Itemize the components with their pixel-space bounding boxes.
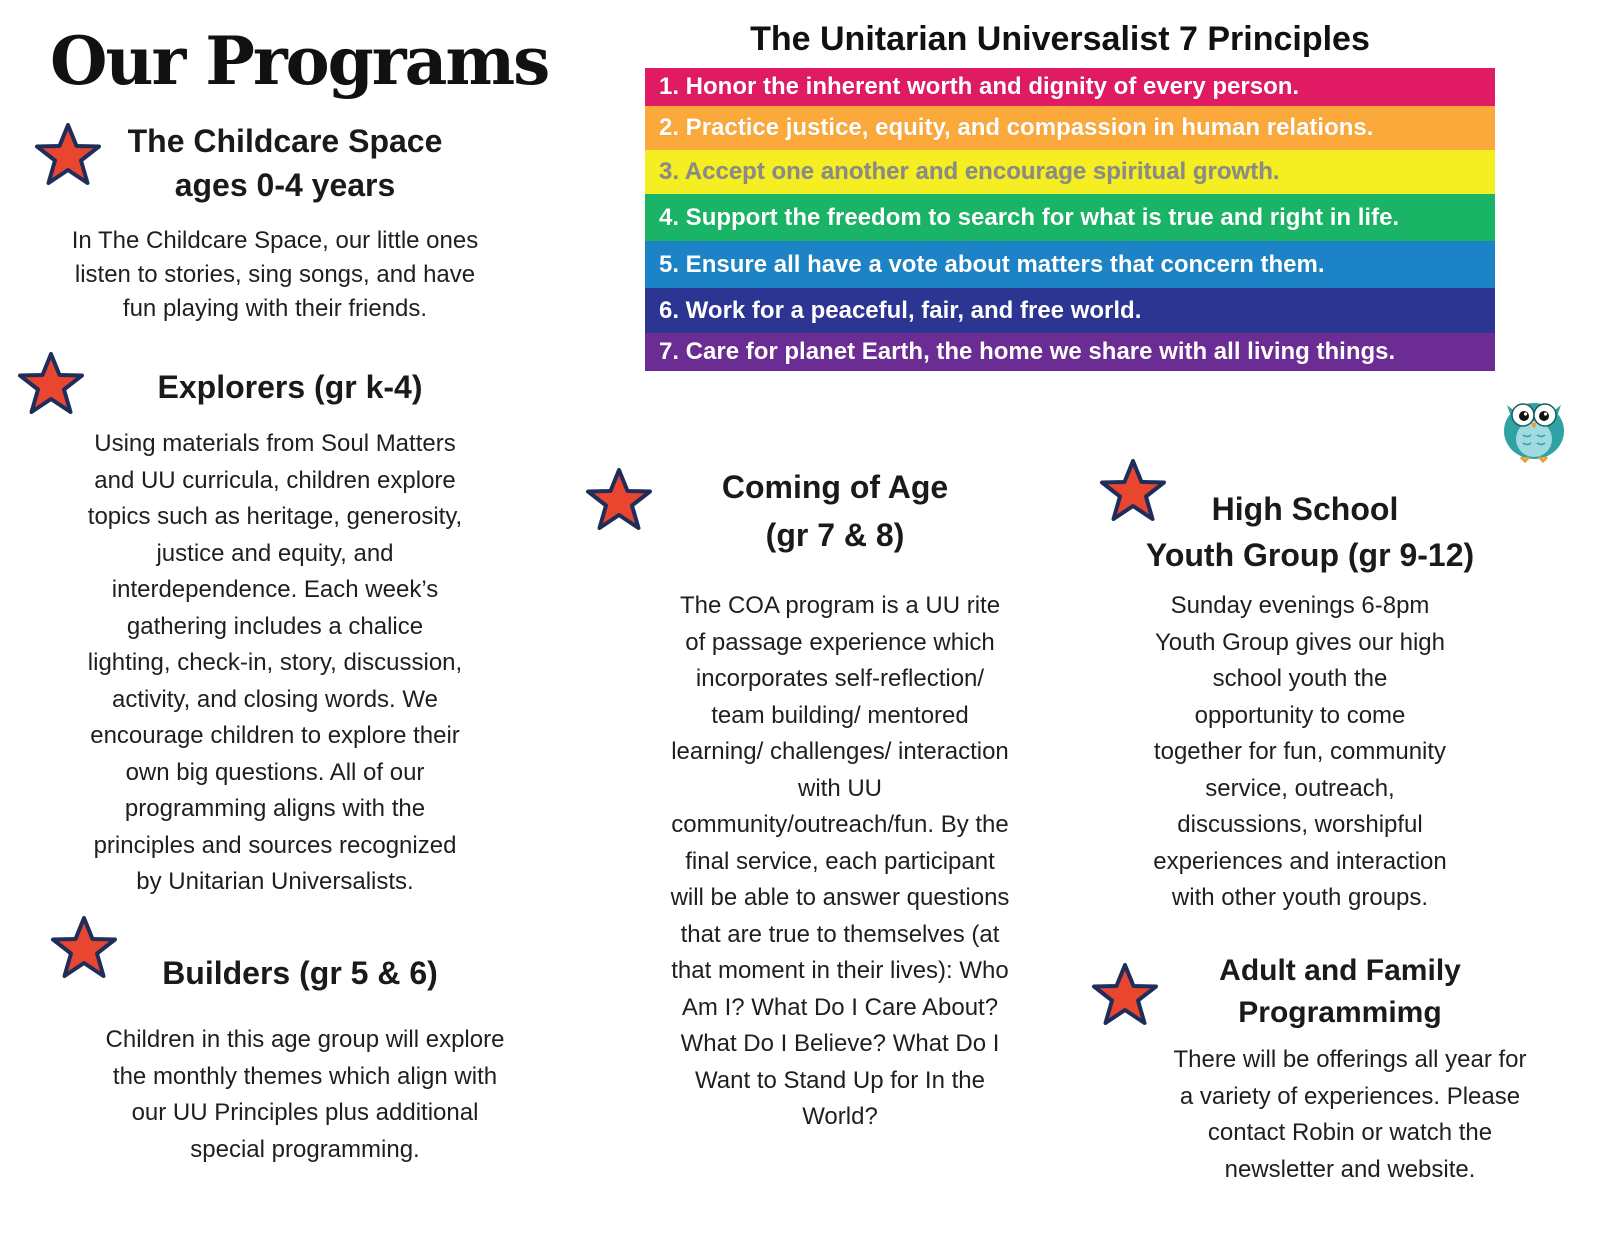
- builders-title: Builders (gr 5 & 6): [162, 955, 438, 991]
- principle-4: 4. Support the freedom to search for what is true and right in life.: [645, 194, 1495, 241]
- principle-6: 6. Work for a peaceful, fair, and free world.: [645, 288, 1495, 333]
- coming-of-age-subtitle: (gr 7 & 8): [765, 517, 905, 553]
- principle-2: 2. Practice justice, equity, and compassion in human relations.: [645, 106, 1495, 150]
- star-icon: [585, 467, 653, 533]
- star-icon: [1091, 962, 1159, 1028]
- principle-5: 5. Ensure all have a vote about matters that concern them.: [645, 241, 1495, 288]
- principles-title: The Unitarian Universalist 7 Principles: [750, 20, 1370, 58]
- principle-3: 3. Accept one another and encourage spiritual growth.: [645, 150, 1495, 194]
- high-school-subtitle: Youth Group (gr 9-12): [1145, 537, 1475, 573]
- childcare-title: The Childcare Space: [127, 123, 443, 159]
- star-icon: [17, 351, 85, 417]
- childcare-subtitle: ages 0-4 years: [174, 167, 396, 203]
- star-icon: [50, 915, 118, 981]
- coming-of-age-description: The COA program is a UU rite of passage experience which incorporates self-reflection/ team building/ mentored learning/ challenges/ interaction with UU community/outreach/fun. By the final service, each participant will be able to answer questions that are true to themselves (at that moment in their lives): Who Am I? What Do I Care About? What Do I Believe? What Do I Want to Stand Up for In the World?: [670, 592, 1010, 1130]
- owl-icon: [1497, 391, 1571, 463]
- principle-7: 7. Care for planet Earth, the home we share with all living things.: [645, 333, 1495, 371]
- builders-description: Children in this age group will explore the monthly themes which align with our UU Principles plus additional special programming.: [105, 1026, 505, 1163]
- high-school-title: High School: [1211, 491, 1399, 527]
- adult-family-description: There will be offerings all year for a variety of experiences. Please contact Robin or watch the newsletter and website.: [1173, 1046, 1527, 1183]
- childcare-description: In The Childcare Space, our little ones listen to stories, sing songs, and have fun playing with their friends.: [71, 227, 479, 322]
- principles-list: [645, 68, 1495, 371]
- adult-family-subtitle: Programmimg: [1238, 996, 1442, 1029]
- principle-1: 1. Honor the inherent worth and dignity of every person.: [645, 68, 1495, 106]
- explorers-title: Explorers (gr k-4): [157, 369, 423, 405]
- coming-of-age-title: Coming of Age: [721, 469, 949, 505]
- adult-family-title: Adult and Family: [1219, 954, 1461, 987]
- high-school-description: Sunday evenings 6-8pm Youth Group gives our high school youth the opportunity to come together for fun, community service, outreach, discussions, worshipful experiences and interaction with other youth groups.: [1153, 592, 1447, 911]
- page-title: Our Programs: [50, 22, 549, 100]
- explorers-description: Using materials from Soul Matters and UU curricula, children explore topics such as heritage, generosity, justice and equity, and interdependence. Each week’s gathering includes a chalice lighting, check-in, story, discussion, activity, and closing words. We encourage children to explore their own big questions. All of our programming aligns with the principles and sources recognized by Unitarian Universalists.: [87, 430, 463, 895]
